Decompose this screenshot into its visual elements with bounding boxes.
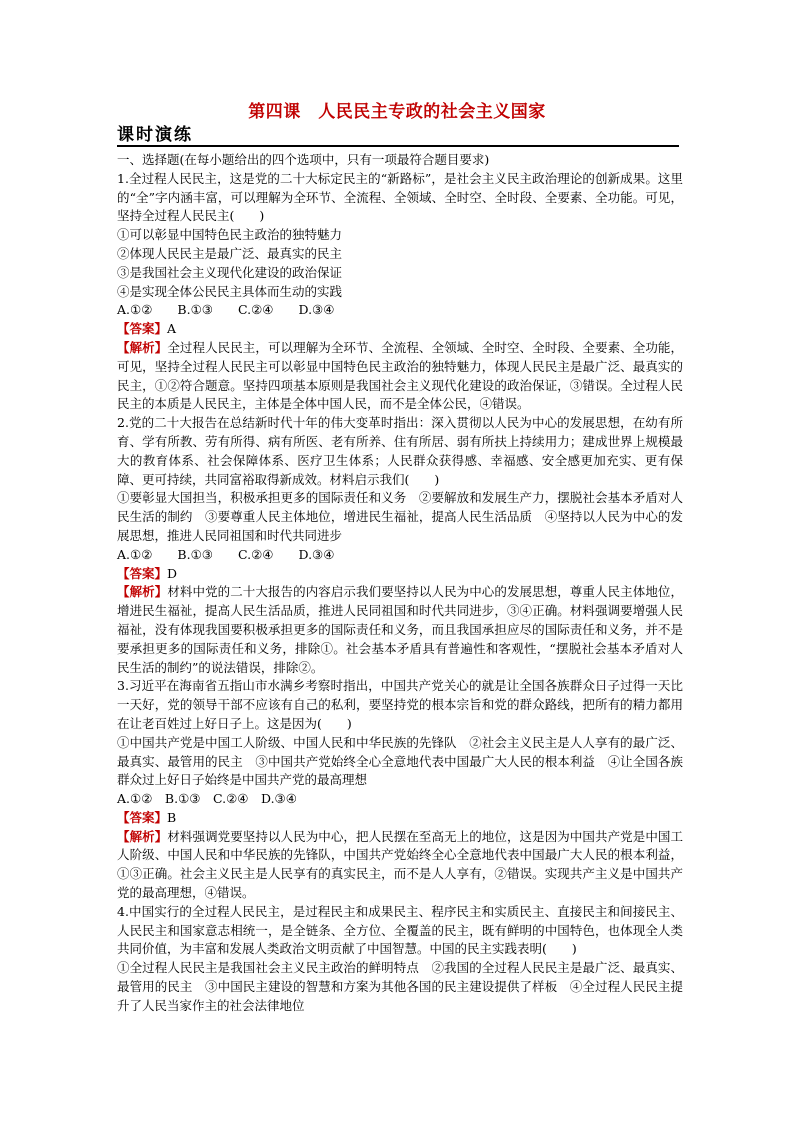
question-2-choices: A.①② B.①③ C.②④ D.③④ xyxy=(117,546,335,562)
question-3-choices: A.①② B.①③ C.②④ D.③④ xyxy=(117,791,297,807)
question-4-stem: 4.中国实行的全过程人民民主，是过程民主和成果民主、程序民主和实质民主、直接民主和间接民主、人民民主和国家意志相统一，是全链条、全方位、全覆盖的民主，既有鲜明的中国特色，也体现全人类共同价值，为丰富和发展人类政治文明贡献了中国智慧。中国的民主实践表明( ) xyxy=(117,903,683,957)
question-1-option-3: ③是我国社会主义现代化建设的政治保证 xyxy=(117,264,343,280)
question-2-answer xyxy=(117,565,683,584)
question-2-stem: 2.党的二十大报告在总结新时代十年的伟大变革时指出：深入贯彻以人民为中心的发展思想，在幼有所育、学有所教、劳有所得、病有所医、老有所养、住有所居、弱有所扶上持续用力；建成世界上规模最大的教育体系、社会保障体系、医疗卫生体系；人民群众获得感、幸福感、安全感更加充实、更有保障、更可持续，共同富裕取得新成效。材料启示我们( ) xyxy=(117,415,683,487)
lesson-title: 第四课 人民民主专政的社会主义国家 xyxy=(248,102,546,122)
question-4-options: ①全过程人民民主是我国社会主义民主政治的鲜明特点 ②我国的全过程人民民主是最广泛、最真实、最管用的民主 ③中国民主建设的智慧和方案为其他各国的民主建设提供了样板 ④全过程人民民主提升了人民当家作主的社会法律地位 xyxy=(117,960,683,1013)
answer-label: 【答案】 xyxy=(117,321,168,337)
section-heading: 课时演练 xyxy=(117,125,193,145)
question-1-analysis xyxy=(117,339,683,414)
question-1-option-2: ②体现人民民主是最广泛、最真实的民主 xyxy=(117,245,343,261)
question-2-options: ①要彰显大国担当，积极承担更多的国际责任和义务 ②要解放和发展生产力，摆脱社会基本矛盾对人民生活的制约 ③要尊重人民主体地位，增进民生福祉，提高人民生活品质 ④坚持以人民为中心的发展思想，推进人民同祖国和时代共同进步 xyxy=(117,490,683,543)
question-3-options: ①中国共产党是中国工人阶级、中国人民和中华民族的先锋队 ②社会主义民主是人人享有的最广泛、最真实、最管用的民主 ③中国共产党始终全心全意地代表中国最广大人民的根本利益 ④让全国各族群众过上好日子始终是中国共产党的最高理想 xyxy=(117,734,683,788)
analysis-label: 【解析】 xyxy=(117,828,168,844)
answer-value: A xyxy=(167,321,177,337)
analysis-text: 全过程人民民主，可以理解为全环节、全流程、全领域、全时空、全时段、全要素、全功能，可见，坚持全过程人民民主可以彰显中国特色民主政治的独特魅力，体现人民民主是最广泛、最真实的民主，①②符合题意。坚持四项基本原则是我国社会主义现代化建设的政治保证，③错误。全过程人民民主的本质是人民民主，主体是全体中国人民，而不是全体公民，④错误。 xyxy=(117,339,683,412)
analysis-text: 材料中党的二十大报告的内容启示我们要坚持以人民为中心的发展思想，尊重人民主体地位，增进民生福祉，提高人民生活品质，推进人民同祖国和时代共同进步，③④正确。材料强调要增强人民福祉，没有体现我国要积极承担更多的国际责任和义务，而且我国承担应尽的国际责任和义务，并不是要承担更多的国际责任和义务，排除①。社会基本矛盾具有普遍性和客观性，“摆脱社会基本矛盾对人民生活的制约”的说法错误，排除②。 xyxy=(117,584,683,675)
answer-value: D xyxy=(167,565,178,581)
question-3-stem: 3.习近平在海南省五指山市水满乡考察时指出，中国共产党关心的就是让全国各族群众日子过得一天比一天好，党的领导干部不应该有自己的私利，要坚持党的根本宗旨和党的群众路线，把所有的精力都用在让老百姓过上好日子上。这是因为( ) xyxy=(117,678,683,731)
question-3-answer xyxy=(117,809,683,828)
analysis-label: 【解析】 xyxy=(117,339,168,355)
answer-label: 【答案】 xyxy=(117,565,168,581)
analysis-text: 材料强调党要坚持以人民为中心，把人民摆在至高无上的地位，这是因为中国共产党是中国工人阶级、中国人民和中华民族的先锋队，中国共产党始终全心全意地代表中国最广大人民的根本利益，①③正确。社会主义民主是人民享有的真实民主，而不是人人享有，②错误。实现共产主义是中国共产党的最高理想，④错误。 xyxy=(117,828,683,901)
question-3-analysis xyxy=(117,828,683,903)
exercise-content xyxy=(117,151,683,1016)
question-1-option-1: ①可以彰显中国特色民主政治的独特魅力 xyxy=(117,227,343,243)
question-1-choices: A.①② B.①③ C.②④ D.③④ xyxy=(117,302,335,318)
question-1-answer xyxy=(117,320,683,339)
answer-value: B xyxy=(167,809,177,825)
analysis-label: 【解析】 xyxy=(117,584,168,600)
question-1-stem: 1.全过程人民民主，这是党的二十大标定民主的“新路标”，是社会主义民主政治理论的创新成果。这里的“全”字内涵丰富，可以理解为全环节、全流程、全领域、全时空、全时段、全要素、全功能。可见，坚持全过程人民民主( ) xyxy=(117,170,683,224)
question-1-option-4: ④是实现全体公民民主具体而生动的实践 xyxy=(117,283,343,299)
section-intro: 一、选择题(在每小题给出的四个选项中，只有一项最符合题目要求) xyxy=(117,152,490,167)
question-2-analysis xyxy=(117,583,683,677)
heading-rule xyxy=(117,145,679,147)
answer-label: 【答案】 xyxy=(117,809,168,825)
